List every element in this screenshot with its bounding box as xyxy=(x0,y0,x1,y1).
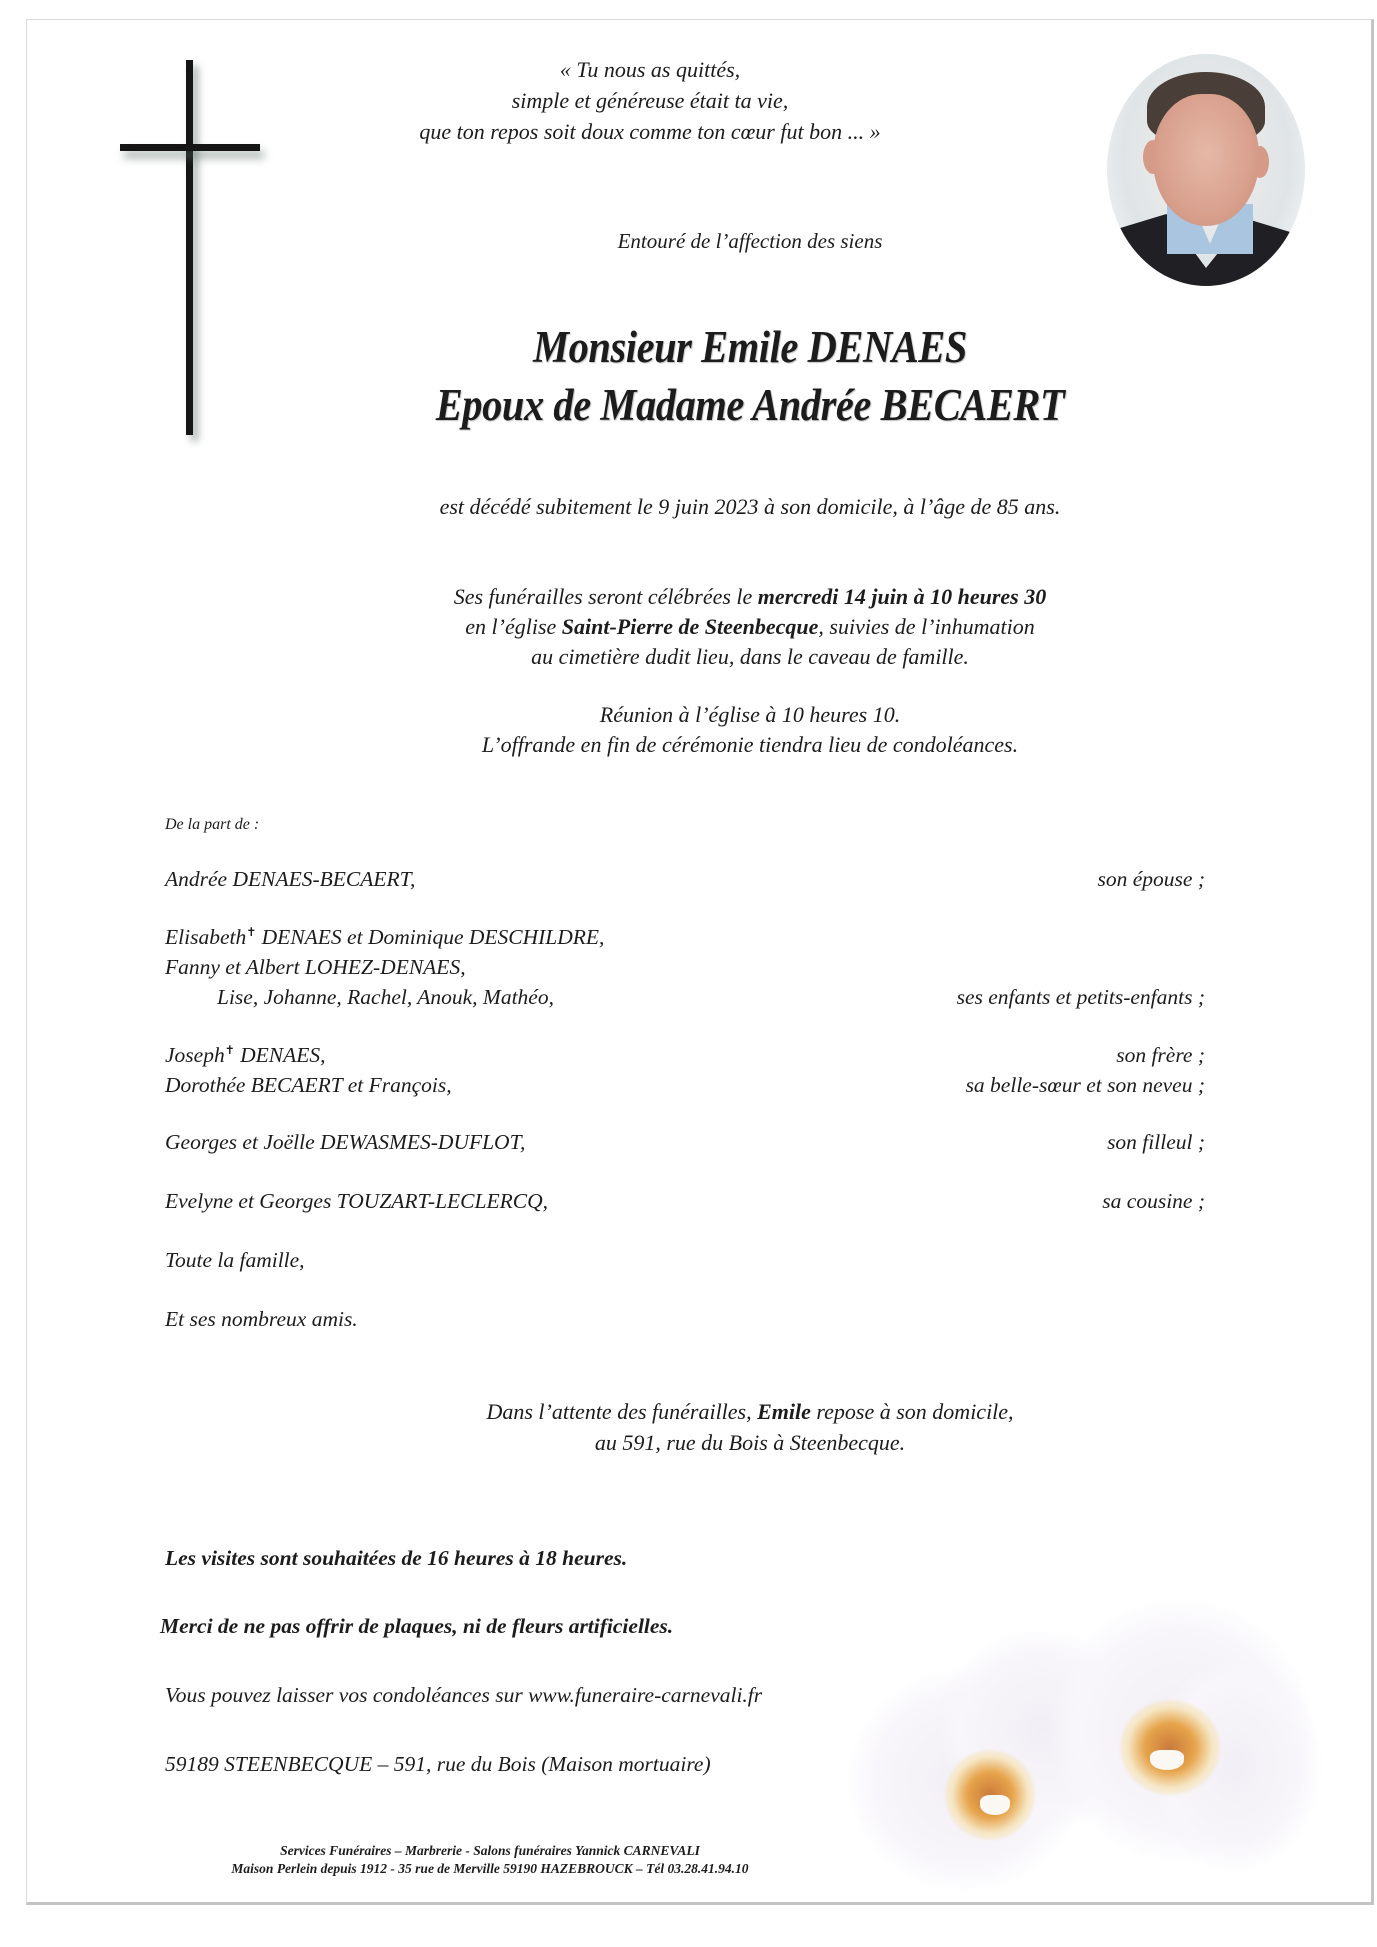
member-name: Elisabeth xyxy=(165,925,247,949)
family-member: Et ses nombreux amis. xyxy=(165,1307,358,1331)
family-row xyxy=(165,1043,1205,1073)
family-relation: son filleul ; xyxy=(1107,1130,1205,1154)
deceased-name-block xyxy=(300,318,1200,434)
family-relation: sa cousine ; xyxy=(1102,1189,1205,1213)
from-label: De la part de : xyxy=(165,816,260,833)
death-notice: est décédé subitement le 9 juin 2023 à son domicile, à l’âge de 85 ans. xyxy=(439,494,1061,519)
funeral-home-footer xyxy=(140,1842,840,1878)
family-relation: ses enfants et petits-enfants ; xyxy=(956,985,1205,1009)
offrande-note: L’offrande en fin de cérémonie tiendra lieu de condoléances. xyxy=(481,732,1019,757)
condolences-notice: Vous pouvez laisser vos condoléances sur www.funeraire-carnevali.fr xyxy=(165,1683,763,1707)
family-row xyxy=(165,985,1205,1015)
family-row xyxy=(165,1073,1205,1103)
family-member: Lise, Johanne, Rachel, Anouk, Mathéo, xyxy=(217,985,554,1009)
church-name: Saint-Pierre de Steenbecque xyxy=(561,614,819,639)
repose-text: repose à son domicile, xyxy=(810,1399,1014,1424)
repose-line-1 xyxy=(300,1396,1200,1427)
repose-line-2: au 591, rue du Bois à Steenbecque. xyxy=(594,1430,906,1455)
deceased-cross-icon: ✝ xyxy=(224,1043,235,1057)
quote-line: « Tu nous as quittés, xyxy=(559,57,741,82)
quote-line: que ton repos soit doux comme ton cœur fut bon ... » xyxy=(419,119,881,144)
cross-vertical-bar xyxy=(186,60,193,435)
repose-details xyxy=(300,1396,1200,1458)
family-member: Georges et Joëlle DEWASMES-DUFLOT, xyxy=(165,1130,526,1154)
spouse-line: Epoux de Madame Andrée BECAERT xyxy=(435,380,1065,430)
epitaph-quote xyxy=(300,54,1000,147)
funeral-line-1 xyxy=(300,582,1200,612)
family-relation: sa belle-sœur et son neveu ; xyxy=(965,1073,1205,1097)
no-plaques-notice: Merci de ne pas offrir de plaques, ni de fleurs artificielles. xyxy=(160,1614,674,1638)
family-row xyxy=(165,955,1205,985)
portrait-face xyxy=(1153,94,1259,226)
family-member: Andrée DENAES-BECAERT, xyxy=(165,867,416,891)
member-name: DENAES et Dominique DESCHILDRE, xyxy=(256,925,605,949)
deceased-name: Monsieur Emile DENAES xyxy=(533,322,967,372)
family-member: Dorothée BECAERT et François, xyxy=(165,1073,452,1097)
member-name: Joseph xyxy=(165,1043,225,1067)
family-member xyxy=(165,1043,326,1068)
family-row xyxy=(165,1307,1205,1337)
visits-notice: Les visites sont souhaitées de 16 heures à 18 heures. xyxy=(165,1546,628,1570)
family-row xyxy=(165,925,1205,955)
cross-icon xyxy=(120,60,265,440)
family-row xyxy=(165,1130,1205,1160)
family-member: Toute la famille, xyxy=(165,1248,305,1272)
reunion-details xyxy=(300,700,1200,760)
funeral-text: en l’église xyxy=(465,614,562,639)
family-member: Fanny et Albert LOHEZ-DENAES, xyxy=(165,955,466,979)
affection-line: Entouré de l’affection des siens xyxy=(617,229,883,253)
funeral-line-3: au cimetière dudit lieu, dans le caveau de famille. xyxy=(531,644,969,669)
family-relation: son épouse ; xyxy=(1097,867,1205,891)
footer-line-1: Services Funéraires – Marbrerie - Salons funéraires Yannick CARNEVALI xyxy=(280,1843,700,1858)
family-row xyxy=(165,1248,1205,1278)
address-notice: 59189 STEENBECQUE – 591, rue du Bois (Maison mortuaire) xyxy=(165,1752,711,1776)
quote-line: simple et généreuse était ta vie, xyxy=(511,88,789,113)
family-row xyxy=(165,1189,1205,1219)
family-member: Evelyne et Georges TOUZART-LECLERCQ, xyxy=(165,1189,548,1213)
portrait-photo xyxy=(1107,54,1305,286)
repose-text: Dans l’attente des funérailles, xyxy=(486,1399,758,1424)
family-member xyxy=(165,925,604,950)
funeral-line-2 xyxy=(300,612,1200,642)
funeral-text: , suivies de l’inhumation xyxy=(818,614,1035,639)
funeral-details xyxy=(300,582,1200,672)
funeral-datetime: mercredi 14 juin à 10 heures 30 xyxy=(757,584,1047,609)
reunion-time: Réunion à l’église à 10 heures 10. xyxy=(599,702,901,727)
funeral-text: Ses funérailles seront célébrées le xyxy=(453,584,758,609)
deceased-first-name: Emile xyxy=(757,1399,811,1424)
deceased-cross-icon: ✝ xyxy=(246,925,257,939)
family-row xyxy=(165,867,1205,897)
family-relation: son frère ; xyxy=(1116,1043,1205,1067)
member-name: DENAES, xyxy=(234,1043,326,1067)
footer-line-2: Maison Perlein depuis 1912 - 35 rue de Merville 59190 HAZEBROUCK – Tél 03.28.41.94.10 xyxy=(231,1861,749,1876)
cross-horizontal-bar xyxy=(120,144,260,151)
